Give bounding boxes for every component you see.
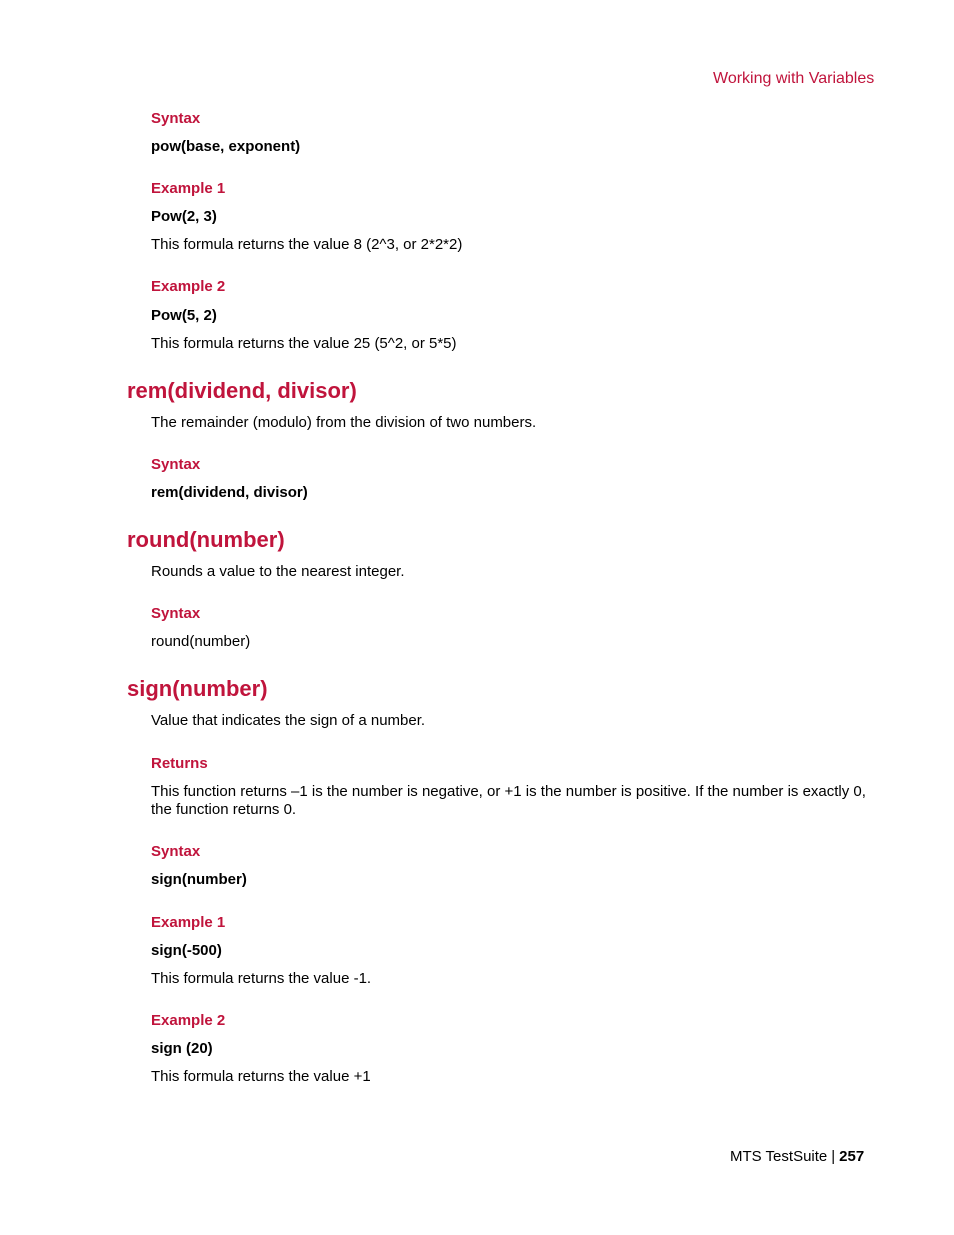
pow-example2-text: This formula returns the value 25 (5^2, or 5*5): [151, 335, 457, 352]
sign-returns-label: Returns: [151, 755, 208, 772]
sign-syntax-label: Syntax: [151, 843, 201, 860]
sign-example2-code: sign (20): [151, 1040, 213, 1057]
round-syntax: round(number): [151, 633, 251, 650]
footer-separator: |: [831, 1148, 836, 1165]
rem-syntax: rem(dividend, divisor): [151, 484, 308, 501]
page-number: 257: [839, 1148, 865, 1165]
round-description: Rounds a value to the nearest integer.: [151, 563, 405, 580]
page-footer: [730, 1148, 864, 1165]
pow-example1-code: Pow(2, 3): [151, 208, 217, 225]
pow-example2-code: Pow(5, 2): [151, 307, 217, 324]
sign-heading: sign(number): [127, 676, 268, 701]
rem-syntax-label: Syntax: [151, 456, 201, 473]
sign-example2-label: Example 2: [151, 1012, 226, 1029]
sign-example2-text: This formula returns the value +1: [151, 1068, 371, 1085]
pow-syntax-label: Syntax: [151, 110, 201, 127]
pow-example2-label: Example 2: [151, 278, 226, 295]
sign-example1-code: sign(-500): [151, 942, 222, 959]
sign-example1-label: Example 1: [151, 914, 226, 931]
sign-description: Value that indicates the sign of a number.: [151, 712, 426, 729]
footer-product: MTS TestSuite: [730, 1148, 828, 1165]
sign-syntax: sign(number): [151, 871, 247, 888]
rem-heading: rem(dividend, divisor): [127, 378, 357, 403]
round-syntax-label: Syntax: [151, 605, 201, 622]
running-header: Working with Variables: [713, 70, 875, 87]
pow-example1-label: Example 1: [151, 180, 226, 197]
sign-example1-text: This formula returns the value -1.: [151, 970, 372, 987]
sign-returns-text: This function returns –1 is the number is negative, or +1 is the number is positive. If the number is exactly 0, the function returns 0.: [151, 783, 866, 818]
round-heading: round(number): [127, 527, 285, 552]
pow-example1-text: This formula returns the value 8 (2^3, or 2*2*2): [151, 236, 463, 253]
pow-syntax: pow(base, exponent): [151, 138, 301, 155]
rem-description: The remainder (modulo) from the division of two numbers.: [151, 414, 537, 431]
